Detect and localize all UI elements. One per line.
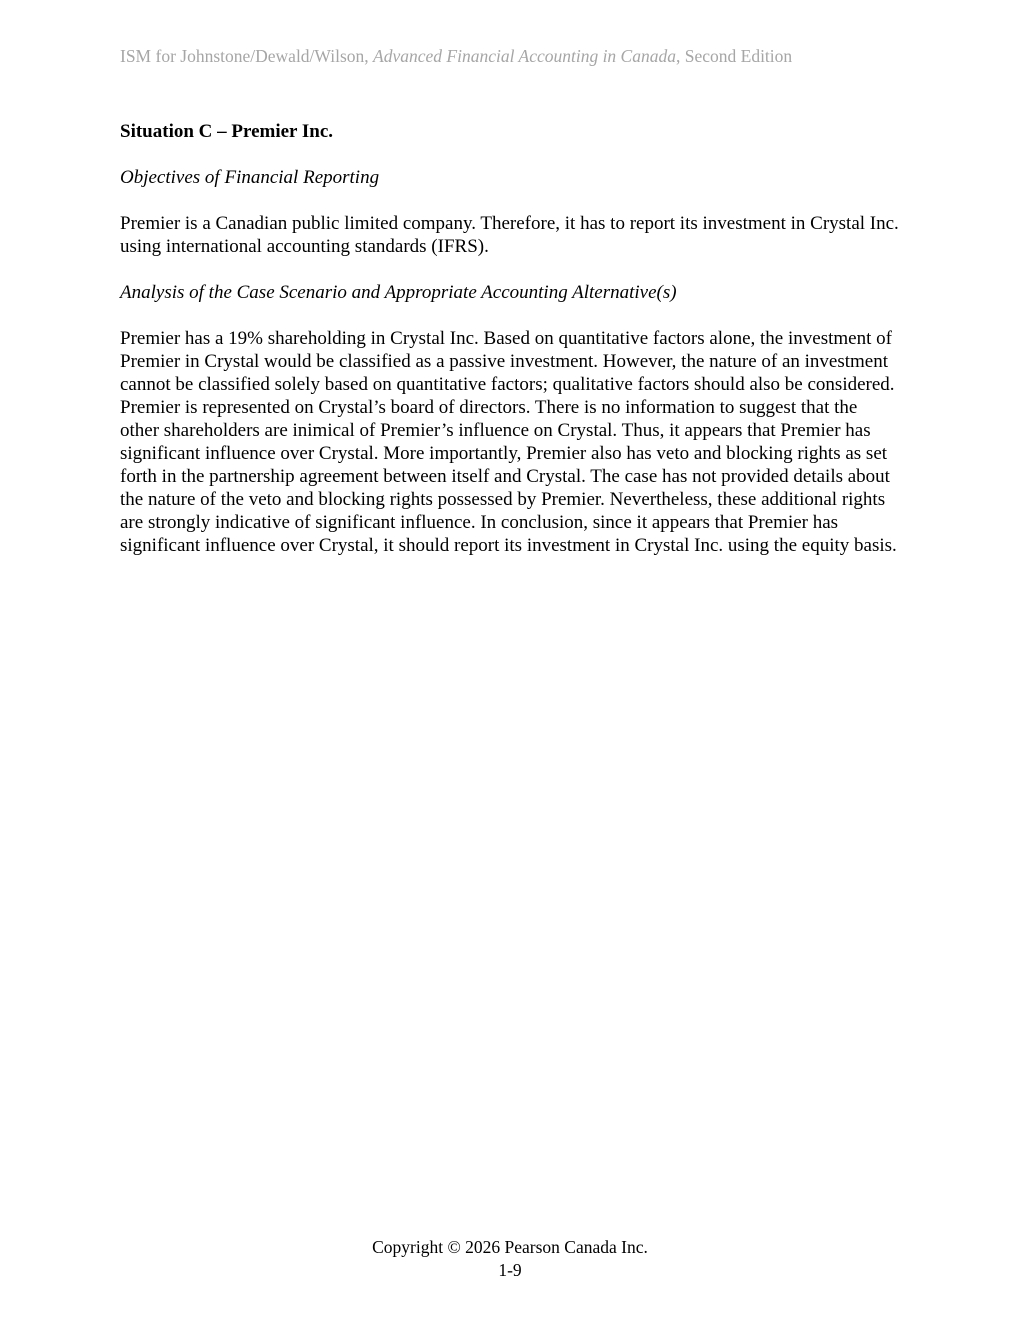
header-book-title: Advanced Financial Accounting in Canada bbox=[373, 46, 676, 66]
copyright-notice: Copyright © 2026 Pearson Canada Inc. bbox=[372, 1237, 648, 1257]
header-suffix: , Second Edition bbox=[675, 46, 793, 66]
paragraph-objectives: Premier is a Canadian public limited company. Therefore, it has to report its investment in Crystal Inc. using international accounting standards (IFRS). bbox=[120, 213, 899, 257]
page-number: 1-9 bbox=[498, 1260, 522, 1280]
subheading-objectives: Objectives of Financial Reporting bbox=[120, 167, 380, 188]
subheading-analysis: Analysis of the Case Scenario and Appropriate Accounting Alternative(s) bbox=[120, 282, 677, 303]
document-body bbox=[120, 120, 900, 580]
paragraph-analysis: Premier has a 19% shareholding in Crystal Inc. Based on quantitative factors alone, the investment of Premier in Crystal would be classified as a passive investment. However, the nature of an investment cannot be classified solely based on quantitative factors; qualitative factors should also be considered. Premier is represented on Crystal’s board of directors. There is no information to suggest that the other shareholders are inimical of Premier’s influence on Crystal. Thus, it appears that Premier has significant influence over Crystal. More importantly, Premier also has veto and blocking rights as set forth in the partnership agreement between itself and Crystal. The case has not provided details about the nature of the veto and blocking rights possessed by Premier. Nevertheless, these additional rights are strongly indicative of significant influence. In conclusion, since it appears that Premier has significant influence over Crystal, it should report its investment in Crystal Inc. using the equity basis. bbox=[120, 328, 897, 556]
section-title: Situation C – Premier Inc. bbox=[120, 121, 334, 142]
page-footer bbox=[0, 1236, 1020, 1282]
running-header bbox=[120, 45, 792, 67]
header-prefix: ISM for Johnstone/Dewald/Wilson, bbox=[120, 46, 374, 66]
